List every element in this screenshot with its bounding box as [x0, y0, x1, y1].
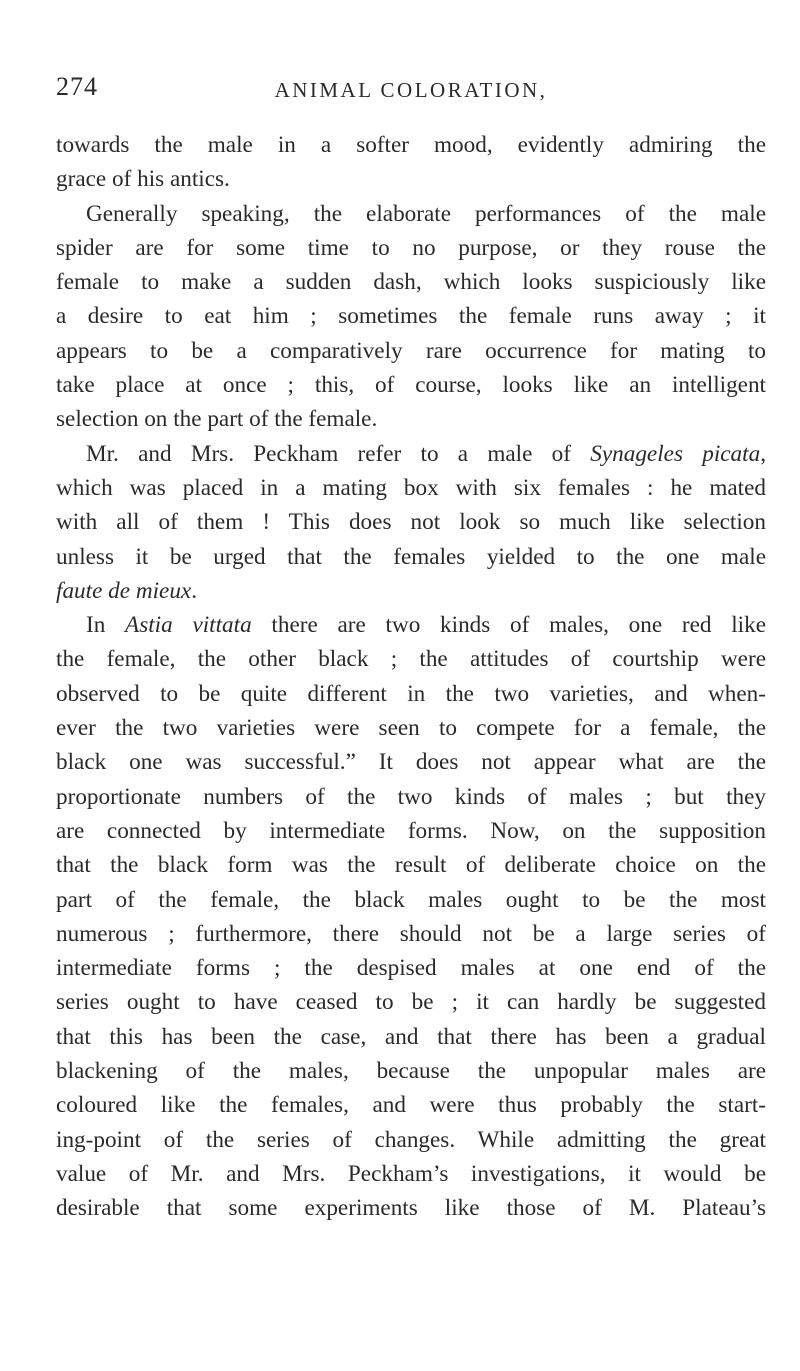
- text-line: [56, 711, 766, 745]
- text-segment: ever the two varieties were seen to compete for a female, the: [56, 715, 766, 742]
- text-segment: spider are for some time to no purpose, or they rouse the: [56, 234, 766, 261]
- text-line: [56, 608, 766, 642]
- text-segment: which was placed in a mating box with six females : he mated: [56, 474, 766, 501]
- text-line: [56, 951, 766, 985]
- text-segment: series ought to have ceased to be ; it can hardly be suggested: [56, 989, 766, 1016]
- text-segment: In: [86, 612, 126, 639]
- text-line: [56, 574, 766, 608]
- text-segment: black one was successful.” It does not appear what are the: [56, 749, 766, 776]
- text-segment: ,: [760, 440, 766, 467]
- text-segment: selection on the part of the female.: [56, 406, 378, 433]
- text-line: [56, 505, 766, 539]
- text-line: [56, 299, 766, 333]
- text-line: [56, 231, 766, 265]
- text-segment: the female, the other black ; the attitudes of courtship were: [56, 646, 766, 673]
- text-line: [56, 402, 766, 436]
- text-segment: take place at once ; this, of course, looks like an intelligent: [56, 372, 766, 399]
- text-line: [56, 334, 766, 368]
- text-segment: part of the female, the black males ought to be the most: [56, 886, 766, 913]
- text-segment: intermediate forms ; the despised males at one end of the: [56, 955, 766, 982]
- text-segment: proportionate numbers of the two kinds of males ; but they: [56, 783, 766, 810]
- text-line: [56, 1157, 766, 1191]
- text-segment: value of Mr. and Mrs. Peckham’s investigations, it would be: [56, 1160, 766, 1187]
- text-segment: towards the male in a softer mood, evidently admiring the: [56, 132, 766, 158]
- text-segment: Generally speaking, the elaborate performances of the male: [86, 200, 766, 227]
- text-line: [56, 437, 766, 471]
- text-segment: that the black form was the result of deliberate choice on the: [56, 852, 766, 879]
- text-segment: with all of them ! This does not look so much like selection: [56, 509, 766, 536]
- text-line: [56, 1123, 766, 1157]
- text-line: [56, 848, 766, 882]
- text-segment: female to make a sudden dash, which looks suspiciously like: [56, 269, 766, 296]
- text-line: [56, 780, 766, 814]
- text-line: [56, 1054, 766, 1088]
- text-line: [56, 1020, 766, 1054]
- text-line: [56, 1088, 766, 1122]
- italic-text: Astia vittata: [125, 612, 252, 639]
- text-segment: there are two kinds of males, one red like: [251, 612, 766, 639]
- text-line: [56, 917, 766, 951]
- text-segment: a desire to eat him ; sometimes the female runs away ; it: [56, 303, 766, 330]
- page-header: [56, 72, 766, 112]
- text-segment: ing-point of the series of changes. While admitting the great: [56, 1126, 766, 1153]
- text-segment: desirable that some experiments like those of M. Plateau’s: [56, 1195, 766, 1222]
- text-line: [56, 368, 766, 402]
- text-segment: grace of his antics.: [56, 166, 230, 193]
- text-line: [56, 814, 766, 848]
- text-line: [56, 985, 766, 1019]
- text-segment: coloured like the females, and were thus probably the start-: [56, 1092, 766, 1119]
- text-line: [56, 745, 766, 779]
- text-segment: blackening of the males, because the unpopular males are: [56, 1058, 766, 1085]
- text-segment: are connected by intermediate forms. Now, on the supposition: [56, 817, 766, 844]
- page-number: 274: [56, 72, 98, 101]
- running-title: ANIMAL COLORATION,: [274, 78, 548, 102]
- text-segment: unless it be urged that the females yielded to the one male: [56, 543, 766, 570]
- text-line: [56, 642, 766, 676]
- text-segment: observed to be quite different in the two varieties, and when-: [56, 680, 766, 707]
- text-segment: numerous ; furthermore, there should not be a large series of: [56, 920, 766, 947]
- text-line: [56, 162, 766, 196]
- text-line: [56, 677, 766, 711]
- text-segment: that this has been the case, and that there has been a gradual: [56, 1023, 766, 1050]
- text-line: [56, 197, 766, 231]
- text-line: [56, 471, 766, 505]
- italic-text: Synageles picata: [590, 440, 761, 467]
- text-line: [56, 540, 766, 574]
- text-segment: .: [191, 577, 198, 604]
- italic-text: faute de mieux: [56, 577, 192, 604]
- text-segment: appears to be a comparatively rare occurrence for mating to: [56, 337, 766, 364]
- text-line: [56, 883, 766, 917]
- text-line: [56, 265, 766, 299]
- body-text: [56, 128, 766, 1226]
- text-line: [56, 128, 766, 162]
- text-line: [56, 1191, 766, 1225]
- text-segment: Mr. and Mrs. Peckham refer to a male of: [86, 440, 591, 467]
